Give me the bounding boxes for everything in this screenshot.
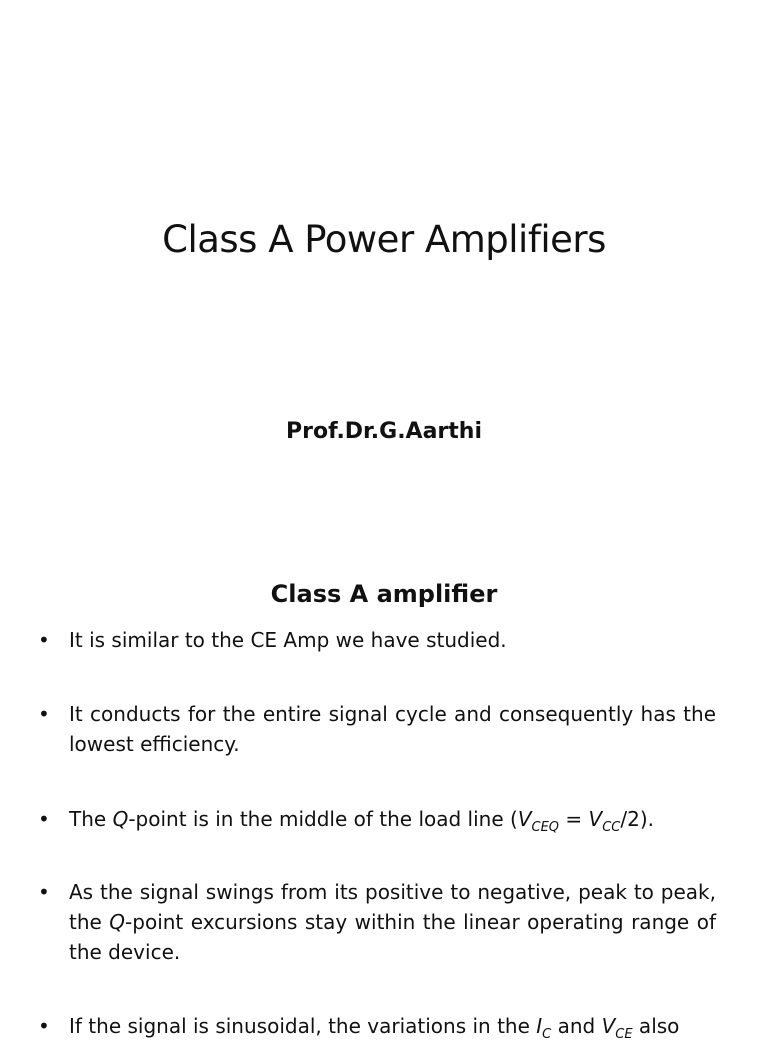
text-run: As the signal swings from its positive to negative, peak to peak, the bbox=[69, 880, 716, 934]
bullet-text bbox=[69, 804, 716, 834]
v-symbol: V bbox=[517, 807, 532, 831]
bullet-text: It conducts for the entire signal cycle and consequently has the lowest efficiency. bbox=[69, 702, 716, 756]
v-symbol: V bbox=[588, 807, 603, 831]
bullet-dot-icon: • bbox=[38, 1014, 50, 1038]
bullet-item bbox=[38, 699, 716, 759]
q-symbol: Q bbox=[112, 807, 129, 831]
bullet-dot-icon: • bbox=[38, 880, 50, 904]
text-run: = bbox=[559, 807, 589, 831]
q-symbol: Q bbox=[109, 910, 126, 934]
subscript-ce: CE bbox=[615, 1027, 633, 1042]
i-symbol: I bbox=[536, 1014, 543, 1038]
bullet-dot-icon: • bbox=[38, 807, 50, 831]
v-symbol: V bbox=[601, 1014, 616, 1038]
text-run: also bbox=[632, 1014, 680, 1038]
bullet-item bbox=[38, 1011, 716, 1041]
bullet-item bbox=[38, 877, 716, 967]
text-run: and bbox=[551, 1014, 602, 1038]
text-run: -point excursions stay within the linear operating range of the device. bbox=[69, 910, 716, 964]
text-run: /2). bbox=[620, 807, 654, 831]
subscript-ceq: CEQ bbox=[531, 820, 560, 835]
bullet-text bbox=[69, 1011, 716, 1041]
subscript-cc: CC bbox=[602, 820, 621, 835]
subscript-c: C bbox=[542, 1027, 552, 1042]
bullet-text bbox=[69, 877, 716, 967]
text-run: The bbox=[69, 807, 113, 831]
slide-title: Class A Power Amplifiers bbox=[162, 218, 606, 261]
author-name: Prof.Dr.G.Aarthi bbox=[285, 419, 482, 444]
bullet-text: It is similar to the CE Amp we have studied. bbox=[69, 628, 507, 652]
bullet-item bbox=[38, 804, 716, 834]
bullet-dot-icon: • bbox=[38, 702, 50, 726]
section-heading: Class A amplifier bbox=[270, 580, 498, 608]
bullet-item bbox=[38, 625, 716, 655]
text-run: If the signal is sinusoidal, the variations in the bbox=[69, 1014, 537, 1038]
text-run: -point is in the middle of the load line ( bbox=[128, 807, 518, 831]
bullet-dot-icon: • bbox=[38, 628, 50, 652]
